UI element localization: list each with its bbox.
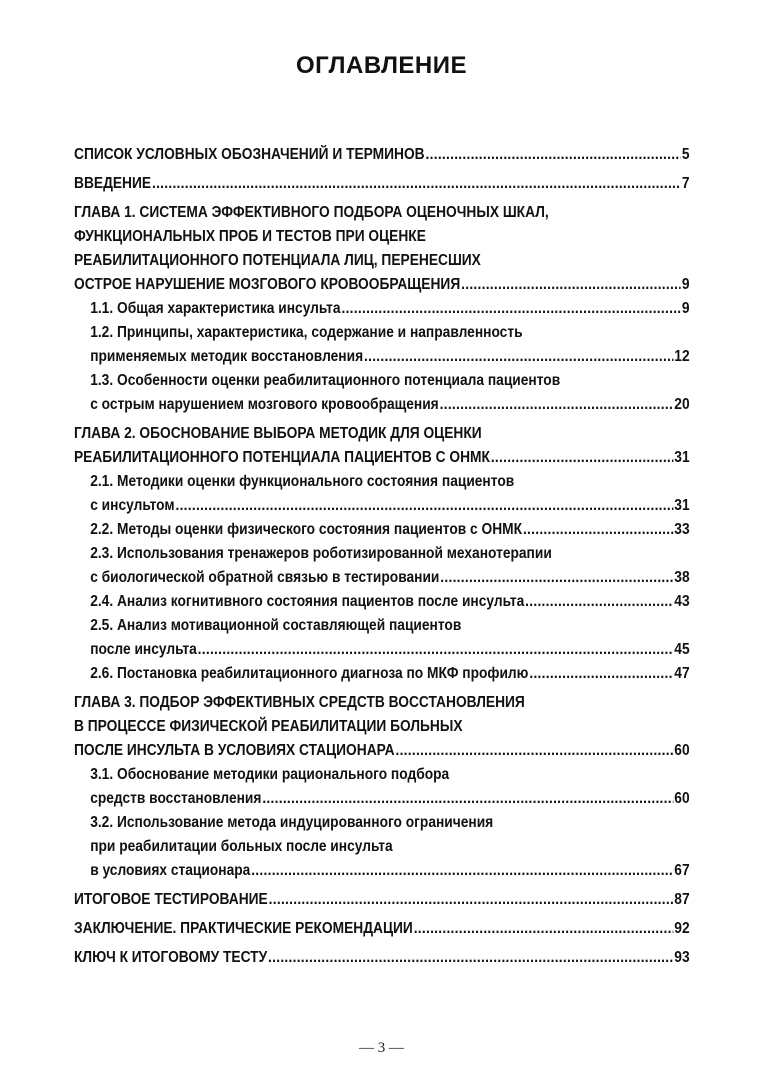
toc-section-entry: [74, 470, 690, 518]
toc-entry-row: [90, 662, 689, 686]
toc-entry-text: ГЛАВА 1. СИСТЕМА ЭФФЕКТИВНОГО ПОДБОРА ОЦЕНОЧНЫХ ШКАЛ,: [74, 204, 549, 221]
dot-leader: [529, 662, 673, 686]
toc-entry-text: ИТОГОВОЕ ТЕСТИРОВАНИЕ: [74, 891, 268, 908]
toc-section-entry: [74, 297, 690, 321]
toc-entry-text: 2.6. Постановка реабилитационного диагноза по МКФ профилю: [90, 665, 529, 682]
toc-page-number: 33: [674, 521, 690, 538]
toc-section-entry: [74, 811, 690, 883]
toc-page-number: 93: [674, 949, 690, 966]
toc-entry-text: 1.2. Принципы, характеристика, содержание и направленность: [90, 324, 523, 341]
toc-entry-text: после инсульта: [90, 641, 197, 658]
toc-entry-text: 2.1. Методики оценки функционального состояния пациентов: [90, 473, 515, 490]
dot-leader: [523, 518, 673, 542]
dot-leader: [440, 566, 673, 590]
toc-entry-text: СПИСОК УСЛОВНЫХ ОБОЗНАЧЕНИЙ И ТЕРМИНОВ: [74, 146, 425, 163]
dot-leader: [198, 638, 674, 662]
toc-section-entry: [74, 518, 690, 542]
dot-leader: [268, 946, 673, 970]
toc-entry-row: [90, 638, 689, 662]
toc-entry-text: ГЛАВА 3. ПОДБОР ЭФФЕКТИВНЫХ СРЕДСТВ ВОССТАНОВЛЕНИЯ: [74, 694, 525, 711]
dot-leader: [364, 345, 673, 369]
toc-entry-row: [74, 946, 690, 970]
dot-leader: [251, 859, 673, 883]
toc-entry-text: РЕАБИЛИТАЦИОННОГО ПОТЕНЦИАЛА ЛИЦ, ПЕРЕНЕСШИХ: [74, 252, 481, 269]
toc-section-entry: [74, 542, 690, 590]
toc-entry-text: средств восстановления: [90, 790, 262, 807]
dot-leader: [461, 273, 681, 297]
toc-chapter-entry: [74, 946, 690, 970]
page-number: — 3 —: [359, 1040, 404, 1056]
toc-entry-row: [74, 143, 690, 167]
toc-page-number: 43: [674, 593, 690, 610]
toc-page-number: 92: [674, 920, 690, 937]
toc-entry-row: [90, 787, 689, 811]
dot-leader: [262, 787, 673, 811]
toc-section-entry: [74, 369, 690, 417]
toc-page-number: 12: [674, 348, 690, 365]
toc-chapter-entry: [74, 143, 690, 167]
toc-entry-text: 1.3. Особенности оценки реабилитационного потенциала пациентов: [90, 372, 561, 389]
toc-entry-text: при реабилитации больных после инсульта: [90, 838, 393, 855]
toc-page-number: 20: [674, 396, 690, 413]
toc-entry-text: ГЛАВА 2. ОБОСНОВАНИЕ ВЫБОРА МЕТОДИК ДЛЯ ОЦЕНКИ: [74, 425, 482, 442]
toc-entry-row: [74, 888, 690, 912]
toc-entry-row: [90, 393, 689, 417]
toc-page-number: 5: [681, 146, 690, 163]
toc-entry-text: с биологической обратной связью в тестировании: [90, 569, 440, 586]
toc-entry-row: [74, 739, 690, 763]
toc-entry-row: [90, 518, 689, 542]
toc-entry-row: [90, 297, 689, 321]
toc-entry-text: 2.5. Анализ мотивационной составляющей пациентов: [90, 617, 462, 634]
toc-page-number: 60: [674, 790, 690, 807]
toc-entry-text: ОСТРОЕ НАРУШЕНИЕ МОЗГОВОГО КРОВООБРАЩЕНИЯ: [74, 276, 461, 293]
toc-entry-row: [90, 859, 689, 883]
toc-page-number: 7: [681, 175, 690, 192]
toc-entry-text: в условиях стационара: [90, 862, 251, 879]
toc-chapter-entry: [74, 691, 690, 763]
toc-entry-text: ФУНКЦИОНАЛЬНЫХ ПРОБ И ТЕСТОВ ПРИ ОЦЕНКЕ: [74, 228, 426, 245]
dot-leader: [341, 297, 681, 321]
toc-entry-text: 3.2. Использование метода индуцированного ограничения: [90, 814, 494, 831]
dot-leader: [152, 172, 681, 196]
toc-entry-text: ЗАКЛЮЧЕНИЕ. ПРАКТИЧЕСКИЕ РЕКОМЕНДАЦИИ: [74, 920, 413, 937]
toc-chapter-entry: [74, 888, 690, 912]
dot-leader: [525, 590, 673, 614]
toc-entry-text: с острым нарушением мозгового кровообращения: [90, 396, 439, 413]
toc-entry-row: [74, 446, 690, 470]
toc-page-number: 67: [674, 862, 690, 879]
toc-entry-text: ПОСЛЕ ИНСУЛЬТА В УСЛОВИЯХ СТАЦИОНАРА: [74, 742, 395, 759]
toc-entry-row: [74, 273, 690, 297]
page-title: ОГЛАВЛЕНИЕ: [295, 52, 468, 79]
toc-page-number: 87: [674, 891, 690, 908]
toc-entry-text: с инсультом: [90, 497, 175, 514]
toc-section-entry: [74, 763, 690, 811]
dot-leader: [175, 494, 673, 518]
toc-entry-text: 2.3. Использования тренажеров роботизированной механотерапии: [90, 545, 552, 562]
toc-entry-row: [74, 172, 690, 196]
toc-page-number: 31: [674, 449, 690, 466]
toc-entry-row: [90, 590, 689, 614]
toc-entry-text: ВВЕДЕНИЕ: [74, 175, 152, 192]
toc-chapter-entry: [74, 422, 690, 470]
toc-page-number: 38: [674, 569, 690, 586]
toc-entry-text: КЛЮЧ К ИТОГОВОМУ ТЕСТУ: [74, 949, 268, 966]
toc-entry-row: [90, 566, 689, 590]
toc-section-entry: [74, 662, 690, 686]
toc-entry-row: [90, 494, 689, 518]
toc-section-entry: [74, 321, 690, 369]
toc-section-entry: [74, 590, 690, 614]
toc-entry-text: 3.1. Обоснование методики рационального подбора: [90, 766, 450, 783]
table-of-contents: [74, 143, 690, 970]
toc-entry-text: РЕАБИЛИТАЦИОННОГО ПОТЕНЦИАЛА ПАЦИЕНТОВ С ОНМК: [74, 449, 490, 466]
toc-entry-text: 2.2. Методы оценки физического состояния пациентов с ОНМК: [90, 521, 523, 538]
toc-page-number: 9: [681, 300, 690, 317]
toc-page-number: 45: [674, 641, 690, 658]
dot-leader: [440, 393, 674, 417]
dot-leader: [269, 888, 674, 912]
dot-leader: [414, 917, 674, 941]
toc-entry-row: [90, 345, 689, 369]
dot-leader: [395, 739, 673, 763]
toc-entry-text: применяемых методик восстановления: [90, 348, 364, 365]
toc-chapter-entry: [74, 172, 690, 196]
toc-page-number: 9: [681, 276, 690, 293]
toc-page-number: 31: [674, 497, 690, 514]
dot-leader: [491, 446, 674, 470]
toc-chapter-entry: [74, 917, 690, 941]
toc-page-number: 60: [674, 742, 690, 759]
toc-section-entry: [74, 614, 690, 662]
toc-entry-row: [74, 917, 690, 941]
toc-entry-text: 1.1. Общая характеристика инсульта: [90, 300, 341, 317]
dot-leader: [426, 143, 682, 167]
toc-entry-text: 2.4. Анализ когнитивного состояния пациентов после инсульта: [90, 593, 525, 610]
toc-entry-text: В ПРОЦЕССЕ ФИЗИЧЕСКОЙ РЕАБИЛИТАЦИИ БОЛЬНЫХ: [74, 718, 463, 735]
toc-chapter-entry: [74, 201, 690, 297]
toc-page-number: 47: [674, 665, 690, 682]
